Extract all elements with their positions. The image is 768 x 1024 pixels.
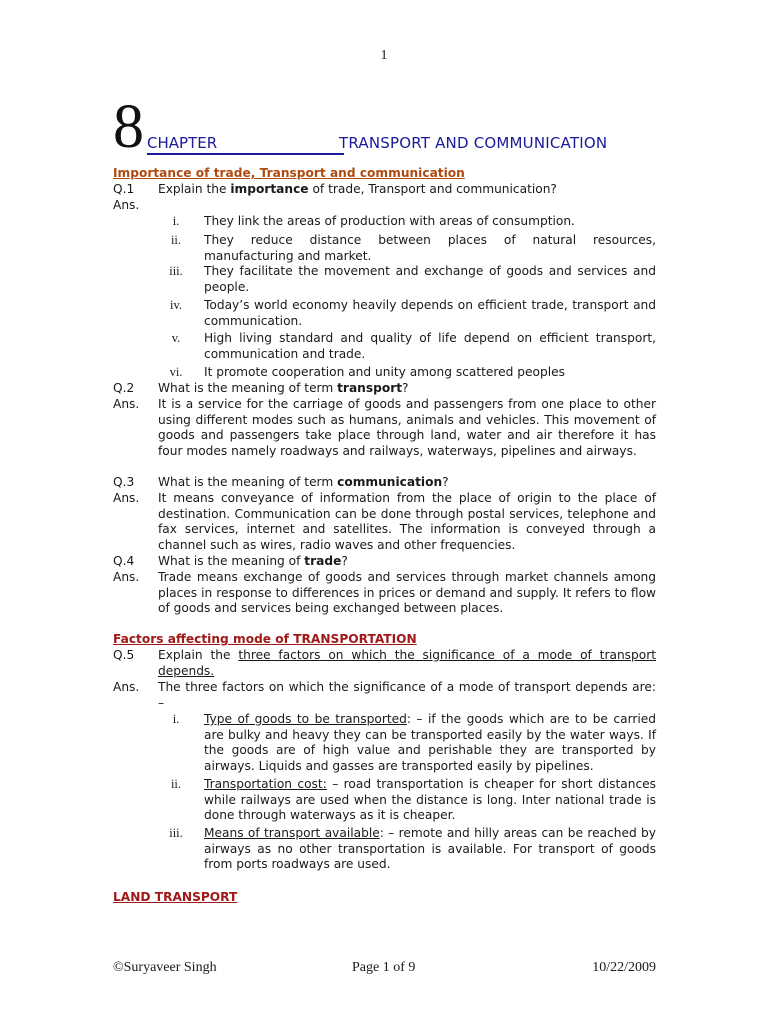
question-text: Explain the three factors on which the significance of a mode of transport depends. <box>158 648 656 678</box>
chapter-header <box>113 93 658 161</box>
list-number: iv. <box>169 298 183 312</box>
list-item: They facilitate the movement and exchange of goods and services and people. <box>204 264 656 294</box>
answer-text: The three factors on which the significance of a mode of transport depends are: – <box>158 680 656 710</box>
question-text: What is the meaning of term communication? <box>158 475 449 489</box>
question-number: Q.5 <box>113 648 135 662</box>
answer-text: It is a service for the carriage of goods and passengers from one place to other using different modes such as humans, animals and vehicles. This movement of goods and passengers take place through land, water and air therefore it has four modes namely roadways and railways, waterways, pipelines and airways. <box>158 397 656 458</box>
question-text: What is the meaning of trade? <box>158 554 348 568</box>
list-item: Transportation cost: – road transportation is cheaper for short distances while railways are used when the distance is long. Inter national trade is done through waterways as it is cheaper. <box>204 777 656 823</box>
chapter-underline <box>147 153 344 155</box>
list-item: They link the areas of production with areas of consumption. <box>204 214 575 228</box>
list-item: Type of goods to be transported: – if the goods which are to be carried are bulky and heavy they can be transported easily by the water ways. If the goods are of high value and perishable they are transported by airways. Liquids and gasses are transported easily by pipelines. <box>204 712 656 773</box>
section-heading-importance: Importance of trade, Transport and communication <box>113 166 465 180</box>
chapter-label: CHAPTER <box>147 134 218 152</box>
list-number: ii. <box>170 777 182 791</box>
answer-label: Ans. <box>113 570 140 584</box>
section-heading-land-transport: LAND TRANSPORT <box>113 890 238 904</box>
list-number: vi. <box>169 365 183 379</box>
list-number: iii. <box>169 264 183 278</box>
footer-author: ©Suryaveer Singh <box>113 960 217 975</box>
list-number: ii. <box>170 233 182 247</box>
list-number: i. <box>172 712 180 726</box>
page-number: 1 <box>380 48 388 63</box>
list-item: It promote cooperation and unity among scattered peoples <box>204 365 565 379</box>
question-number: Q.3 <box>113 475 135 489</box>
chapter-number: 8 <box>113 93 144 161</box>
question-number: Q.1 <box>113 182 135 196</box>
chapter-title: TRANSPORT AND COMMUNICATION <box>339 134 608 152</box>
list-number: iii. <box>169 826 183 840</box>
list-item: They reduce distance between places of natural resources, manufacturing and market. <box>204 233 656 263</box>
footer-date: 10/22/2009 <box>592 960 656 975</box>
answer-text: Trade means exchange of goods and services through market channels among places in response to differences in prices or demand and supply. It refers to flow of goods and services being exchanged between places. <box>158 570 656 616</box>
answer-label: Ans. <box>113 491 140 505</box>
footer-page: Page 1 of 9 <box>352 960 416 975</box>
answer-label: Ans. <box>113 680 140 694</box>
list-number: v. <box>171 331 181 345</box>
section-heading-factors: Factors affecting mode of TRANSPORTATION <box>113 632 417 646</box>
question-text: What is the meaning of term transport? <box>158 381 409 395</box>
answer-label: Ans. <box>113 397 140 411</box>
question-number: Q.4 <box>113 554 135 568</box>
list-item: Today’s world economy heavily depends on efficient trade, transport and communication. <box>204 298 656 328</box>
question-text: Explain the importance of trade, Transport and communication? <box>158 182 557 196</box>
list-number: i. <box>172 214 180 228</box>
list-item: Means of transport available: – remote and hilly areas can be reached by airways as no other transportation is available. For transport of goods from ports roadways are used. <box>204 826 656 872</box>
answer-text: It means conveyance of information from the place of origin to the place of destination. Communication can be done through postal services, telephone and fax services, internet and satellites. The information is conveyed through a channel such as wires, radio waves and other frequencies. <box>158 491 656 552</box>
question-number: Q.2 <box>113 381 135 395</box>
answer-label: Ans. <box>113 198 140 212</box>
list-item: High living standard and quality of life depend on efficient transport, communication and trade. <box>204 331 656 361</box>
